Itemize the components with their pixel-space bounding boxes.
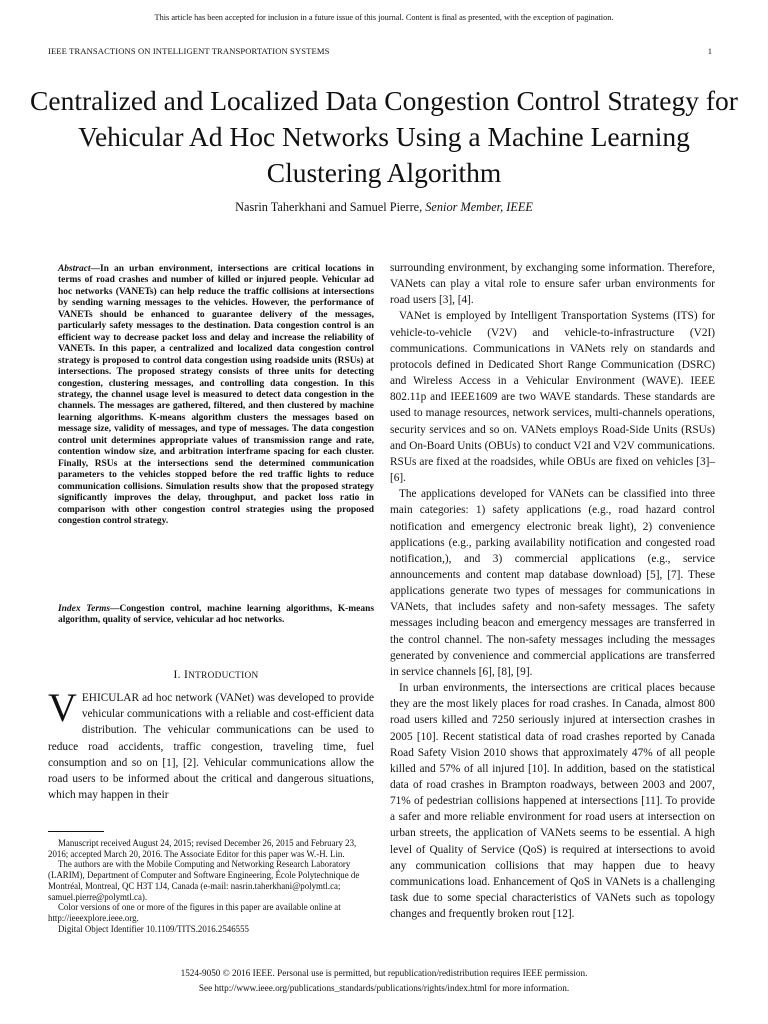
abstract [58, 264, 374, 527]
journal-name: IEEE TRANSACTIONS ON INTELLIGENT TRANSPORTATION SYSTEMS [48, 46, 330, 56]
index-terms-label: Index Terms [58, 604, 111, 614]
paper-title: Centralized and Localized Data Congestion Control Strategy for Vehicular Ad Hoc Networks Using a Machine Learning Clustering Algorithm [30, 85, 738, 188]
section-heading [58, 669, 374, 681]
right-column [390, 260, 715, 922]
intro-paragraph: EHICULAR ad hoc network (VANet) was developed to provide vehicular communications with a reliable and cost-efficient data distribution. The vehicular communications can be used to reduce road accidents, traffic congestion, traveling time, fuel consumption and so on [1], [2]. Vehicular communications allow the road users to be informed about the critical and dangerous situations, which may happen in their [48, 692, 374, 802]
footnote-color: Color versions of one or more of the figures in this paper are available online at http://ieeexplore.ieee.org. [48, 902, 341, 923]
footnote-doi: Digital Object Identifier 10.1109/TITS.2016.2546555 [58, 923, 249, 934]
page-number: 1 [707, 46, 712, 56]
index-terms-text: —Congestion control, machine learning algorithms, K-means algorithm, quality of service, vehicular ad hoc networks. [58, 604, 374, 626]
section-number: I. [173, 669, 181, 681]
drop-cap: V [48, 685, 77, 730]
abstract-text: —In an urban environment, intersections are critical locations in terms of road crashes and number of killed or injured people. Vehicular ad hoc networks (VANETs) can help reduce the traffic collisions at intersections by sending warning messages to the vehicles. However, the performance of VANETs should be enhanced to guarantee delivery of the messages, particularly safety messages to the destination. Data congestion control is an efficient way to decrease packet loss and delay and increase the reliability of VANETs. In this paper, a centralized and localized data congestion control strategy is proposed to control data congestion using roadside units (RSUs) at intersections. The proposed strategy consists of three units for detecting congestion, clustering messages, and controlling data congestion. In this strategy, the channel usage level is measured to detect data congestion in the channels. The messages are gathered, filtered, and then clustered by machine learning algorithms. K-means algorithm clusters the messages based on message size, validity of messages, and type of messages. The data congestion control unit determines appropriate values of transmission range and rate, contention window size, and arbitration interframe spacing for each cluster. Finally, RSUs at the intersections send the determined communication parameters to the vehicles stopped before the red traffic lights to reduce communication collisions. Simulation results show that the proposed strategy significantly improves the delay, throughput, and packet loss ratio in comparison with other congestion control strategies using the proposed congestion control strategy. [58, 264, 374, 526]
paragraph: The applications developed for VANets can be classified into three main categories: 1) safety applications (e.g., road hazard control notification and emergency electronic break light), 2) convenience applications (e.g., parking availability notification and congested road notification,), and 3) commercial applications (e.g., service announcements and content map database download) [5], [7]. These applications generate two types of messages for communications in VANets, that includes safety and non-safety messages. The safety messages including beacon and emergency messages are transferred in the control channel. The non-safety messages including the messages generated by convenience and commercial applications are transferred in service channels [6], [8], [9]. [390, 488, 715, 678]
footnote-rule [48, 831, 104, 832]
paragraph: surrounding environment, by exchanging some information. Therefore, VANets can play a vital role to ensure safer urban environments for road users [3], [4]. [390, 262, 715, 307]
footnotes [48, 838, 374, 934]
section-title-rest: NTRODUCTION [188, 671, 259, 681]
paragraph: In urban environments, the intersections are critical places because they are the most likely places for road crashes. In Canada, almost 800 road users killed and 7250 seriously injured at intersection crashes in 2005 [10]. Recent statistical data of road crashes reported by Canada Road Safety Vision 2010 shows that approximately 47% of all people killed and 57% of all injured [10]. In addition, based on the statistical data of road crashes in Brampton roadways, between 2003 and 2007, 71% of pedestrian collisions happened at intersections [11]. To provide a safer and more reliable environment for road users at intersection on urban streets, the application of VANets seems to be essential. A high level of Quality of Service (QoS) is required at intersections to avoid any communication collisions that may happen due to heavy communications load. Enhancement of QoS in VANets is a challenging task due to some special characteristics of VANets such as topology changes and frequently broken rout [12]. [390, 682, 715, 921]
section-title-initial: I [183, 669, 189, 681]
acceptance-note: This article has been accepted for inclusion in a future issue of this journal. Content is final as presented, with the exception of pagination. [154, 13, 614, 22]
index-terms [58, 604, 374, 627]
rights-url-line: See http://www.ieee.org/publications_standards/publications/rights/index.html for more information. [198, 983, 570, 993]
abstract-label: Abstract [58, 264, 91, 274]
author-names: Nasrin Taherkhani and Samuel Pierre, [235, 200, 423, 214]
author-line [0, 200, 768, 215]
introduction-text [48, 685, 374, 803]
footnote-manuscript: Manuscript received August 24, 2015; revised December 26, 2015 and February 23, 2016; accepted March 20, 2016. The Associate Editor for this paper was W.-H. Lin. [48, 838, 357, 859]
author-role: Senior Member, IEEE [425, 200, 533, 214]
paragraph: VANet is employed by Intelligent Transportation Systems (ITS) for vehicle-to-vehicle (V2V) and vehicle-to-infrastructure (V2I) communications. Communications in VANets rely on standards and protocols defined in Dedicated Short Range Communication (DSRC) and Wireless Access in a Vehicular Environment (WAVE). IEEE 802.11p and IEEE1609 are two WAVE standards. These standards are used to manage resources, network services, multi-channels operations, security services and so on. VANets employs Road-Side Units (RSUs) and On-Board Units (OBUs) to conduct V2I and V2V communications. RSUs are fixed at the roadsides, while OBUs are fixed on vehicles [3]–[6]. [390, 310, 715, 485]
copyright-line: 1524-9050 © 2016 IEEE. Personal use is permitted, but republication/redistribution requires IEEE permission. [180, 968, 588, 978]
footnote-affiliation: The authors are with the Mobile Computing and Networking Research Laboratory (LARIM), Department of Computer and Software Engineering, École Polytechnique de Montréal, Montreal, QC H3T 1J4, Canada (e-mail: nasrin.taherkhani@polymtl.ca; samuel.pierre@polymtl.ca). [48, 859, 360, 902]
